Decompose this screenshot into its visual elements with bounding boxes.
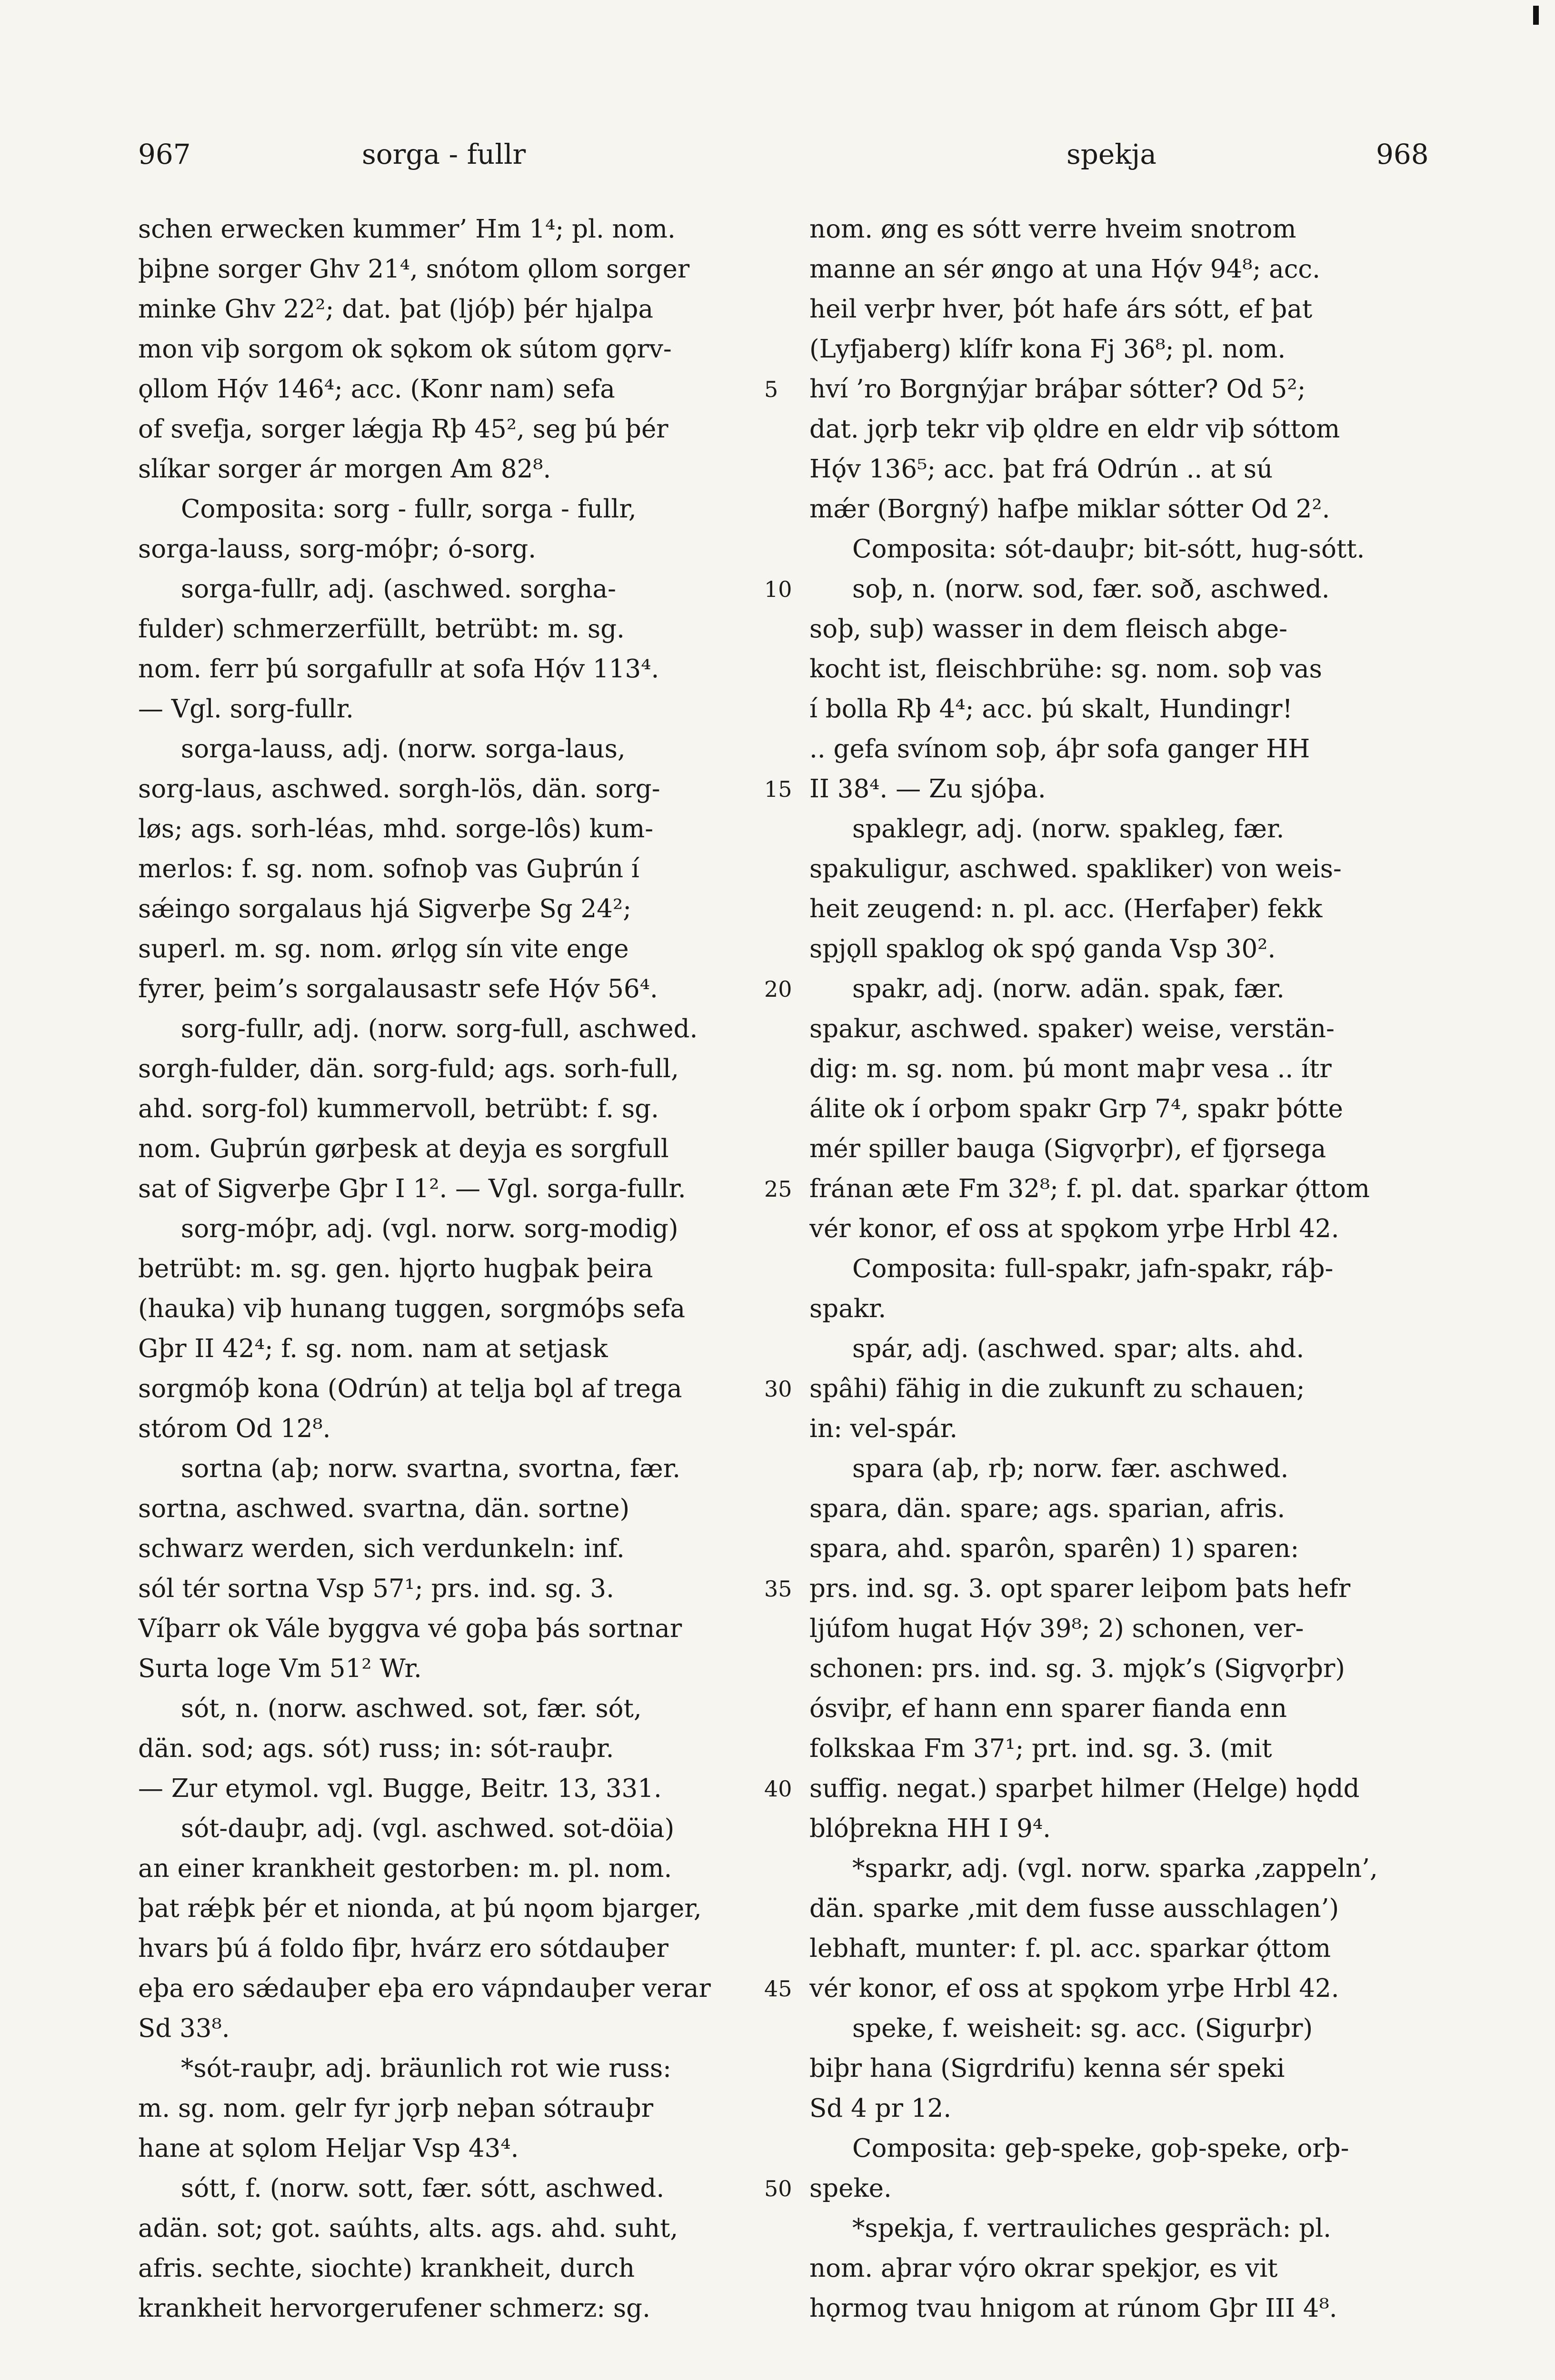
- line-number: 50: [764, 2176, 792, 2202]
- text-line: fulder) schmerzerfüllt, betrübt: m. sg.: [138, 615, 625, 644]
- text-line: spakuligur, aschwed. spakliker) von weis-: [809, 854, 1342, 883]
- text-line: heil verþr hver, þót hafe árs sótt, ef þat: [809, 295, 1313, 324]
- text-line: betrübt: m. sg. gen. hjǫrto hugþak þeira: [138, 1254, 653, 1283]
- running-header: [138, 138, 1429, 181]
- text-line: í bolla Rþ 4⁴; acc. þú skalt, Hundingr!: [809, 694, 1293, 724]
- left-column: [138, 209, 733, 2329]
- text-line: mér spiller bauga (Sigvǫrþr), ef fjǫrsega: [809, 1134, 1326, 1163]
- text-line: fránan æte Fm 32⁸; f. pl. dat. sparkar ǫ́ttom: [809, 1174, 1370, 1203]
- text-line: álite ok í orþom spakr Grp 7⁴, spakr þótte: [809, 1094, 1343, 1123]
- header-word-right: spekja: [1067, 138, 1156, 170]
- text-line: Víþarr ok Vále byggva vé goþa þás sortnar: [138, 1614, 682, 1643]
- text-line: ósviþr, ef hann enn sparer fianda enn: [809, 1694, 1287, 1723]
- text-line: folkskaa Fm 37¹; prt. ind. sg. 3. (mit: [809, 1734, 1272, 1763]
- text-line: ljúfom hugat Hǫ́v 39⁸; 2) schonen, ver-: [809, 1614, 1304, 1643]
- text-line: dat. jǫrþ tekr viþ ǫldre en eldr viþ sóttom: [809, 415, 1340, 444]
- text-line: mǽr (Borgný) hafþe miklar sótter Od 2².: [809, 495, 1330, 524]
- text-line: sorgmóþ kona (Odrún) at telja bǫl af trega: [138, 1374, 682, 1403]
- text-line: *sót-rauþr, adj. bräunlich rot wie russ:: [181, 2054, 672, 2083]
- text-line: speke.: [809, 2174, 892, 2203]
- text-line: ahd. sorg-fol) kummervoll, betrübt: f. sg.: [138, 1094, 659, 1123]
- line-number: 10: [764, 576, 792, 602]
- line-number: 40: [764, 1776, 792, 1802]
- text-line: sorg-fullr, adj. (norw. sorg-full, aschwed.: [181, 1014, 698, 1043]
- text-line: fyrer, þeim’s sorgalausastr sefe Hǫ́v 56⁴.: [138, 974, 658, 1003]
- text-line: spara, dän. spare; ags. sparian, afris.: [809, 1494, 1286, 1523]
- line-number: 35: [764, 1576, 792, 1602]
- text-line: ǫllom Hǫ́v 146⁴; acc. (Konr nam) sefa: [138, 375, 615, 404]
- text-line: .. gefa svínom soþ, áþr sofa ganger HH: [809, 734, 1310, 764]
- text-line: krankheit hervorgerufener schmerz: sg.: [138, 2294, 650, 2323]
- text-line: speke, f. weisheit: sg. acc. (Sigurþr): [852, 2014, 1313, 2043]
- text-line: þiþne sorger Ghv 21⁴, snótom ǫllom sorger: [138, 255, 690, 284]
- text-line: merlos: f. sg. nom. sofnoþ vas Guþrún í: [138, 854, 639, 883]
- text-line: of svefja, sorger lǽgja Rþ 45², seg þú þér: [138, 415, 668, 444]
- text-line: eþa ero sǽdauþer eþa ero vápndauþer verar: [138, 1974, 711, 2003]
- text-line: nom. øng es sótt verre hveim snotrom: [809, 215, 1296, 244]
- text-line: an einer krankheit gestorben: m. pl. nom.: [138, 1854, 672, 1883]
- text-line: Composita: sót-dauþr; bit-sótt, hug-sótt.: [852, 535, 1365, 564]
- text-line: — Vgl. sorg-fullr.: [138, 694, 354, 724]
- text-line: heit zeugend: n. pl. acc. (Herfaþer) fekk: [809, 894, 1323, 923]
- corner-mark: [1533, 6, 1539, 25]
- text-line: sorga-lauss, adj. (norw. sorga-laus,: [181, 734, 626, 764]
- text-line: sorga-lauss, sorg-móþr; ó-sorg.: [138, 535, 537, 564]
- text-line: spara, ahd. sparôn, sparên) 1) sparen:: [809, 1534, 1299, 1563]
- text-line: spakr, adj. (norw. adän. spak, fær.: [852, 974, 1285, 1003]
- text-line: schen erwecken kummer’ Hm 1⁴; pl. nom.: [138, 215, 676, 244]
- text-line: sǽingo sorgalaus hjá Sigverþe Sg 24²;: [138, 894, 632, 923]
- text-line: nom. ferr þú sorgafullr at sofa Hǫ́v 113⁴.: [138, 654, 659, 684]
- text-line: biþr hana (Sigrdrifu) kenna sér speki: [809, 2054, 1285, 2083]
- header-word-left: sorga - fullr: [362, 138, 526, 170]
- text-line: sorg-móþr, adj. (vgl. norw. sorg-modig): [181, 1214, 678, 1243]
- text-line: sorg-laus, aschwed. sorgh-lös, dän. sorg-: [138, 774, 660, 803]
- text-line: Surta loge Vm 51² Wr.: [138, 1654, 422, 1683]
- text-line: kocht ist, fleischbrühe: sg. nom. soþ vas: [809, 654, 1322, 684]
- text-line: sortna, aschwed. svartna, dän. sortne): [138, 1494, 630, 1523]
- text-line: *sparkr, adj. (vgl. norw. sparka ‚zappeln’,: [852, 1854, 1378, 1883]
- text-line: soþ, suþ) wasser in dem fleisch abge-: [809, 615, 1288, 644]
- text-line: sól tér sortna Vsp 57¹; prs. ind. sg. 3.: [138, 1574, 614, 1603]
- text-line: *spekja, f. vertrauliches gespräch: pl.: [852, 2214, 1331, 2243]
- line-number: 5: [764, 377, 778, 402]
- text-line: in: vel-spár.: [809, 1414, 958, 1443]
- text-line: hǫrmog tvau hnigom at rúnom Gþr III 4⁸.: [809, 2294, 1337, 2323]
- text-line: vér konor, ef oss at spǫkom yrþe Hrbl 42.: [809, 1214, 1339, 1243]
- text-line: mon viþ sorgom ok sǫkom ok sútom gǫrv-: [138, 335, 672, 364]
- text-line: dig: m. sg. nom. þú mont maþr vesa .. ítr: [809, 1054, 1332, 1083]
- line-number: 45: [764, 1976, 792, 2002]
- text-line: spjǫll spaklog ok spǫ́ ganda Vsp 30².: [809, 934, 1276, 963]
- text-line: adän. sot; got. saúhts, alts. ags. ahd. suht,: [138, 2214, 678, 2243]
- text-line: hvars þú á foldo fiþr, hvárz ero sótdauþer: [138, 1934, 668, 1963]
- text-line: lebhaft, munter: f. pl. acc. sparkar ǫ́ttom: [809, 1934, 1331, 1963]
- text-line: sorga-fullr, adj. (aschwed. sorgha-: [181, 575, 617, 604]
- page-number-left: 967: [138, 138, 191, 170]
- text-line: nom. Guþrún gørþesk at deyja es sorgfull: [138, 1134, 669, 1163]
- text-line: superl. m. sg. nom. ørlǫg sín vite enge: [138, 934, 629, 963]
- text-line: sat of Sigverþe Gþr I 1². — Vgl. sorga-fullr.: [138, 1174, 686, 1203]
- text-line: Sd 4 pr 12.: [809, 2094, 952, 2123]
- text-line: hane at sǫlom Heljar Vsp 43⁴.: [138, 2134, 519, 2163]
- page-number-right: 968: [1376, 138, 1429, 170]
- text-line: m. sg. nom. gelr fyr jǫrþ neþan sótrauþr: [138, 2094, 654, 2123]
- text-line: spár, adj. (aschwed. spar; alts. ahd.: [852, 1334, 1305, 1363]
- text-line: sortna (aþ; norw. svartna, svortna, fær.: [181, 1454, 681, 1483]
- text-line: Composita: sorg - fullr, sorga - fullr,: [181, 495, 637, 524]
- text-line: sót-dauþr, adj. (vgl. aschwed. sot-döia): [181, 1814, 675, 1843]
- text-line: schonen: prs. ind. sg. 3. mjǫk’s (Sigvǫrþr): [809, 1654, 1345, 1683]
- text-line: Composita: full-spakr, jafn-spakr, ráþ-: [852, 1254, 1334, 1283]
- text-line: Gþr II 42⁴; f. sg. nom. nam at setjask: [138, 1334, 608, 1363]
- line-number: 15: [764, 776, 792, 802]
- text-line: nom. aþrar vǫ́ro okrar spekjor, es vit: [809, 2254, 1278, 2283]
- line-number: 30: [764, 1376, 792, 1402]
- text-line: sót, n. (norw. aschwed. sot, fær. sót,: [181, 1694, 642, 1723]
- text-line: Hǫ́v 136⁵; acc. þat frá Odrún .. at sú: [809, 455, 1273, 484]
- text-line: afris. sechte, siochte) krankheit, durch: [138, 2254, 635, 2283]
- text-line: spaklegr, adj. (norw. spakleg, fær.: [852, 814, 1285, 843]
- right-column: [809, 209, 1405, 2329]
- line-number: 20: [764, 976, 792, 1002]
- text-line: blóþrekna HH I 9⁴.: [809, 1814, 1051, 1843]
- text-line: minke Ghv 22²; dat. þat (ljóþ) þér hjalpa: [138, 295, 654, 324]
- text-line: løs; ags. sorh-léas, mhd. sorge-lôs) kum-: [138, 814, 654, 843]
- text-line: þat rǽþk þér et nionda, at þú nǫom bjarger,: [138, 1894, 702, 1923]
- text-line: dän. sod; ags. sót) russ; in: sót-rauþr.: [138, 1734, 614, 1763]
- text-line: spakur, aschwed. spaker) weise, verstän-: [809, 1014, 1335, 1043]
- text-line: stórom Od 12⁸.: [138, 1414, 331, 1443]
- text-line: prs. ind. sg. 3. opt sparer leiþom þats hefr: [809, 1574, 1351, 1603]
- text-line: manne an sér øngo at una Hǫ́v 94⁸; acc.: [809, 255, 1320, 284]
- line-number: 25: [764, 1176, 792, 1202]
- text-line: spâhi) fähig in die zukunft zu schauen;: [809, 1374, 1305, 1403]
- text-line: dän. sparke ‚mit dem fusse ausschlagen’): [809, 1894, 1339, 1923]
- text-line: — Zur etymol. vgl. Bugge, Beitr. 13, 331.: [138, 1774, 662, 1803]
- text-line: sótt, f. (norw. sott, fær. sótt, aschwed.: [181, 2174, 665, 2203]
- text-line: schwarz werden, sich verdunkeln: inf.: [138, 1534, 625, 1563]
- text-line: sorgh-fulder, dän. sorg-fuld; ags. sorh-full,: [138, 1054, 679, 1083]
- text-line: hví ’ro Borgnýjar bráþar sótter? Od 5²;: [809, 375, 1306, 404]
- text-line: slíkar sorger ár morgen Am 82⁸.: [138, 455, 551, 484]
- text-line: vér konor, ef oss at spǫkom yrþe Hrbl 42.: [809, 1974, 1339, 2003]
- text-line: Composita: geþ-speke, goþ-speke, orþ-: [852, 2134, 1349, 2163]
- text-line: Sd 33⁸.: [138, 2014, 230, 2043]
- text-line: spakr.: [809, 1294, 887, 1323]
- text-line: spara (aþ, rþ; norw. fær. aschwed.: [852, 1454, 1289, 1483]
- text-line: (hauka) viþ hunang tuggen, sorgmóþs sefa: [138, 1294, 686, 1323]
- text-line: II 38⁴. — Zu sjóþa.: [809, 774, 1046, 803]
- text-line: (Lyfjaberg) klífr kona Fj 36⁸; pl. nom.: [809, 335, 1286, 364]
- text-line: suffig. negat.) sparþet hilmer (Helge) hǫdd: [809, 1774, 1360, 1803]
- text-line: soþ, n. (norw. sod, fær. soð, aschwed.: [852, 575, 1330, 604]
